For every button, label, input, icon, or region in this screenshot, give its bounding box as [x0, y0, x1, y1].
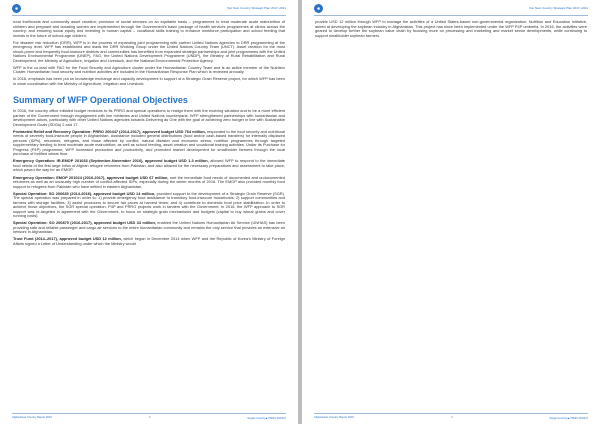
intro-paragraph: In 2016, the country office initiated budget revisions to its PRRO and special operations to realign them with the evolving situation and to be a more efficient partner of the Government through engagement with line ministries and United Nations counterparts. WFP strengthened partnerships with humanitarian and development actors, particularly with other United Nations agencies towards Delivering as One with the goal of achieving zero hunger in line with Sustainable Development Goals (SDGs) 2 and 17.	[13, 108, 285, 127]
header-label: Viet Nam Country Strategic Plan 2017–2021	[529, 6, 588, 10]
operation-paragraph	[13, 159, 285, 173]
body-paragraph: rural livelihoods and community asset creation; provision of social services on an equitable basis – programmes to treat moderate acute malnutrition of children and pregnant and lactating women are implemented through the Government's basic package of health services programmes at clinics across the country; and ensuring social equity and investing in human capital – vocational skills training to enhance workforce participation and school feeding that invests in the future of school-age children.	[13, 19, 285, 38]
operation-text: provided support to the development of a Strategic Grain Reserve (SGR). The special operation was prepared in order to: 1) provide emergency food assistance to transitory food-insecure households; 2) support communities and farmers with storage facilities; 3) assist producers to secure fair prices at harvest times; and 4) contribute to domestic food price stabilization. In order to achieve those objectives, the SGR special operation, P4P and PRRO projects work in tandem with the Government. In 2016, the WFP approach to SGR support was re-targeted in agreement with the Government, to focus on strategic grain mechanisms and budgets (capital to buy wheat grains and cover running costs).	[13, 190, 285, 219]
body-paragraph: In 2016, emphasis has been put on knowledge exchange and capacity development in support of a Strategic Grain Reserve project, for which WFP has been in close coordination with the Ministry of Agriculture, Irrigation and Livestock.	[13, 76, 285, 86]
operation-title: Emergency Operation: IR-EMOP 201033 (September-November 2016), approved budget USD 1.3 million,	[13, 158, 209, 164]
operation-text: allowed WFP to respond to the immediate food needs of the first large influx of Afghan refugee returnees from Pakistan, and also allowed for the necessary preparations and assessment to take place, which paved the way for an EMOP.	[13, 158, 285, 173]
operation-title: Protracted Relief and Recovery Operation: PRRO 200447 (2014-2017), approved budget USD 764 million,	[13, 128, 206, 134]
operation-title: Special Operation: SO 200635 (2014-2016), approved budget USD 14 million,	[13, 190, 156, 196]
page-header	[314, 5, 588, 16]
body-paragraph: For disaster risk reduction (DRR), WFP is in the process of expanding joint programming with partner United Nations agencies to DRR programming at the emergency level. WFP has established and leads the DRR Working Group under the United Nations Country Team (UNCT). Asset creation for the most shock-prone and frequently food-insecure districts and communities has benefited from expanded strategic partnerships and joint programmes with the United Nations Environmental Programme (UNEP), FAO, the United Nations Development Programme (UNDP), the Ministry of Rural Rehabilitation and Rural Development, the Ministry of Agriculture, Irrigation and Livestock, and the National Environmental Protection Agency.	[13, 39, 285, 63]
operation-paragraph	[13, 221, 285, 235]
page-number: 3	[149, 415, 151, 419]
header-label: Viet Nam Country Strategic Plan 2017–2021	[227, 6, 286, 10]
page-body	[13, 20, 285, 249]
body-paragraph: provide USD 12 million through WFP to manage the activities of a United States-based non-governmental organization, Nutrition and Education Initiative, aimed at developing the soybean industry in Afghanistan. This project has since been implemented under the WFP P4P umbrella. In 2016, the activities were geared to develop further the soybean value chain by focusing more on processing and marketing and market sector developments, while continuing to support smallholder soybean farmers.	[315, 19, 587, 38]
page-footer	[314, 413, 588, 419]
right-page	[302, 0, 600, 424]
page-number: 4	[451, 415, 453, 419]
operation-text: enabled the United Nations Humanitarian Air Service (UNHAS) has been providing safe and reliable passenger and cargo air services to the entire humanitarian community and remains the only service that provides an extensive air network in Afghanistan.	[13, 220, 285, 235]
page-body	[315, 20, 587, 41]
operation-text: responded to the food security and nutritional needs of severely food-insecure people in Afghanistan. Assistance included general distributions (food and/or cash-based transfers) for internally displaced persons (IDPs), returnees, refugees, and those affected by conflict, natural disaster and economic stress; nutrition programmes through targeted supplementary feeding to treat moderate acute malnutrition; as well as school feeding, asset creation and vocational training activities. Under its Purchase for Progress (P4P) programme, WFP increased production and productivity, and promoted market development for smallholder farmers through the local purchase of fortified wheat flour.	[13, 128, 285, 157]
operation-text: which began in December 2014 when WFP and the Republic of Korea's Ministry of Foreign Affairs signed a Letter of Understanding under which the Ministry would	[13, 236, 285, 246]
operation-text: met the immediate food needs of documented and undocumented returnees as well as an unusually high number of conflict-affected IDPs, especially during the winter months of 2016. The EMOP also provided monthly food support to refugees from Pakistan who have settled in eastern Afghanistan.	[13, 174, 285, 189]
wfp-logo-icon: ✺	[12, 4, 21, 13]
section-title: Summary of WFP Operational Objectives	[13, 95, 188, 106]
wfp-logo-icon: ✺	[314, 4, 323, 13]
footer-report-title: Afghanistan Country Report 2016	[314, 415, 354, 419]
operation-title: Special Operation: SO 200870 (2016-2017), approved budget USD 33 million,	[13, 220, 156, 226]
footer-project: Single Country ▶ PRRO 200447	[247, 416, 286, 420]
page-footer	[12, 413, 286, 419]
body-paragraph: WFP is the co-lead with FAO for the Food Security and Agriculture cluster under the Humanitarian Country Team and is an active member of the Nutrition Cluster. Humanitarian food security and nutrition activities are included in the Humanitarian Response Plan which is reviewed annually.	[13, 64, 285, 75]
footer-report-title: Afghanistan Country Report 2016	[12, 415, 52, 419]
operation-paragraph	[13, 130, 285, 157]
footer-project: Single Country ▶ PRRO 200447	[549, 416, 588, 420]
operation-paragraph	[13, 237, 285, 246]
operation-title: Emergency Operation: EMOP 201024 (2016-2017), approved budget USD 67 million,	[13, 174, 169, 180]
operation-paragraph	[13, 192, 285, 219]
operation-title: Trust Fund (2014–2017), approved budget USD 12 million,	[13, 236, 122, 242]
page-header	[12, 5, 286, 16]
left-page	[0, 0, 298, 424]
operation-paragraph	[13, 176, 285, 190]
